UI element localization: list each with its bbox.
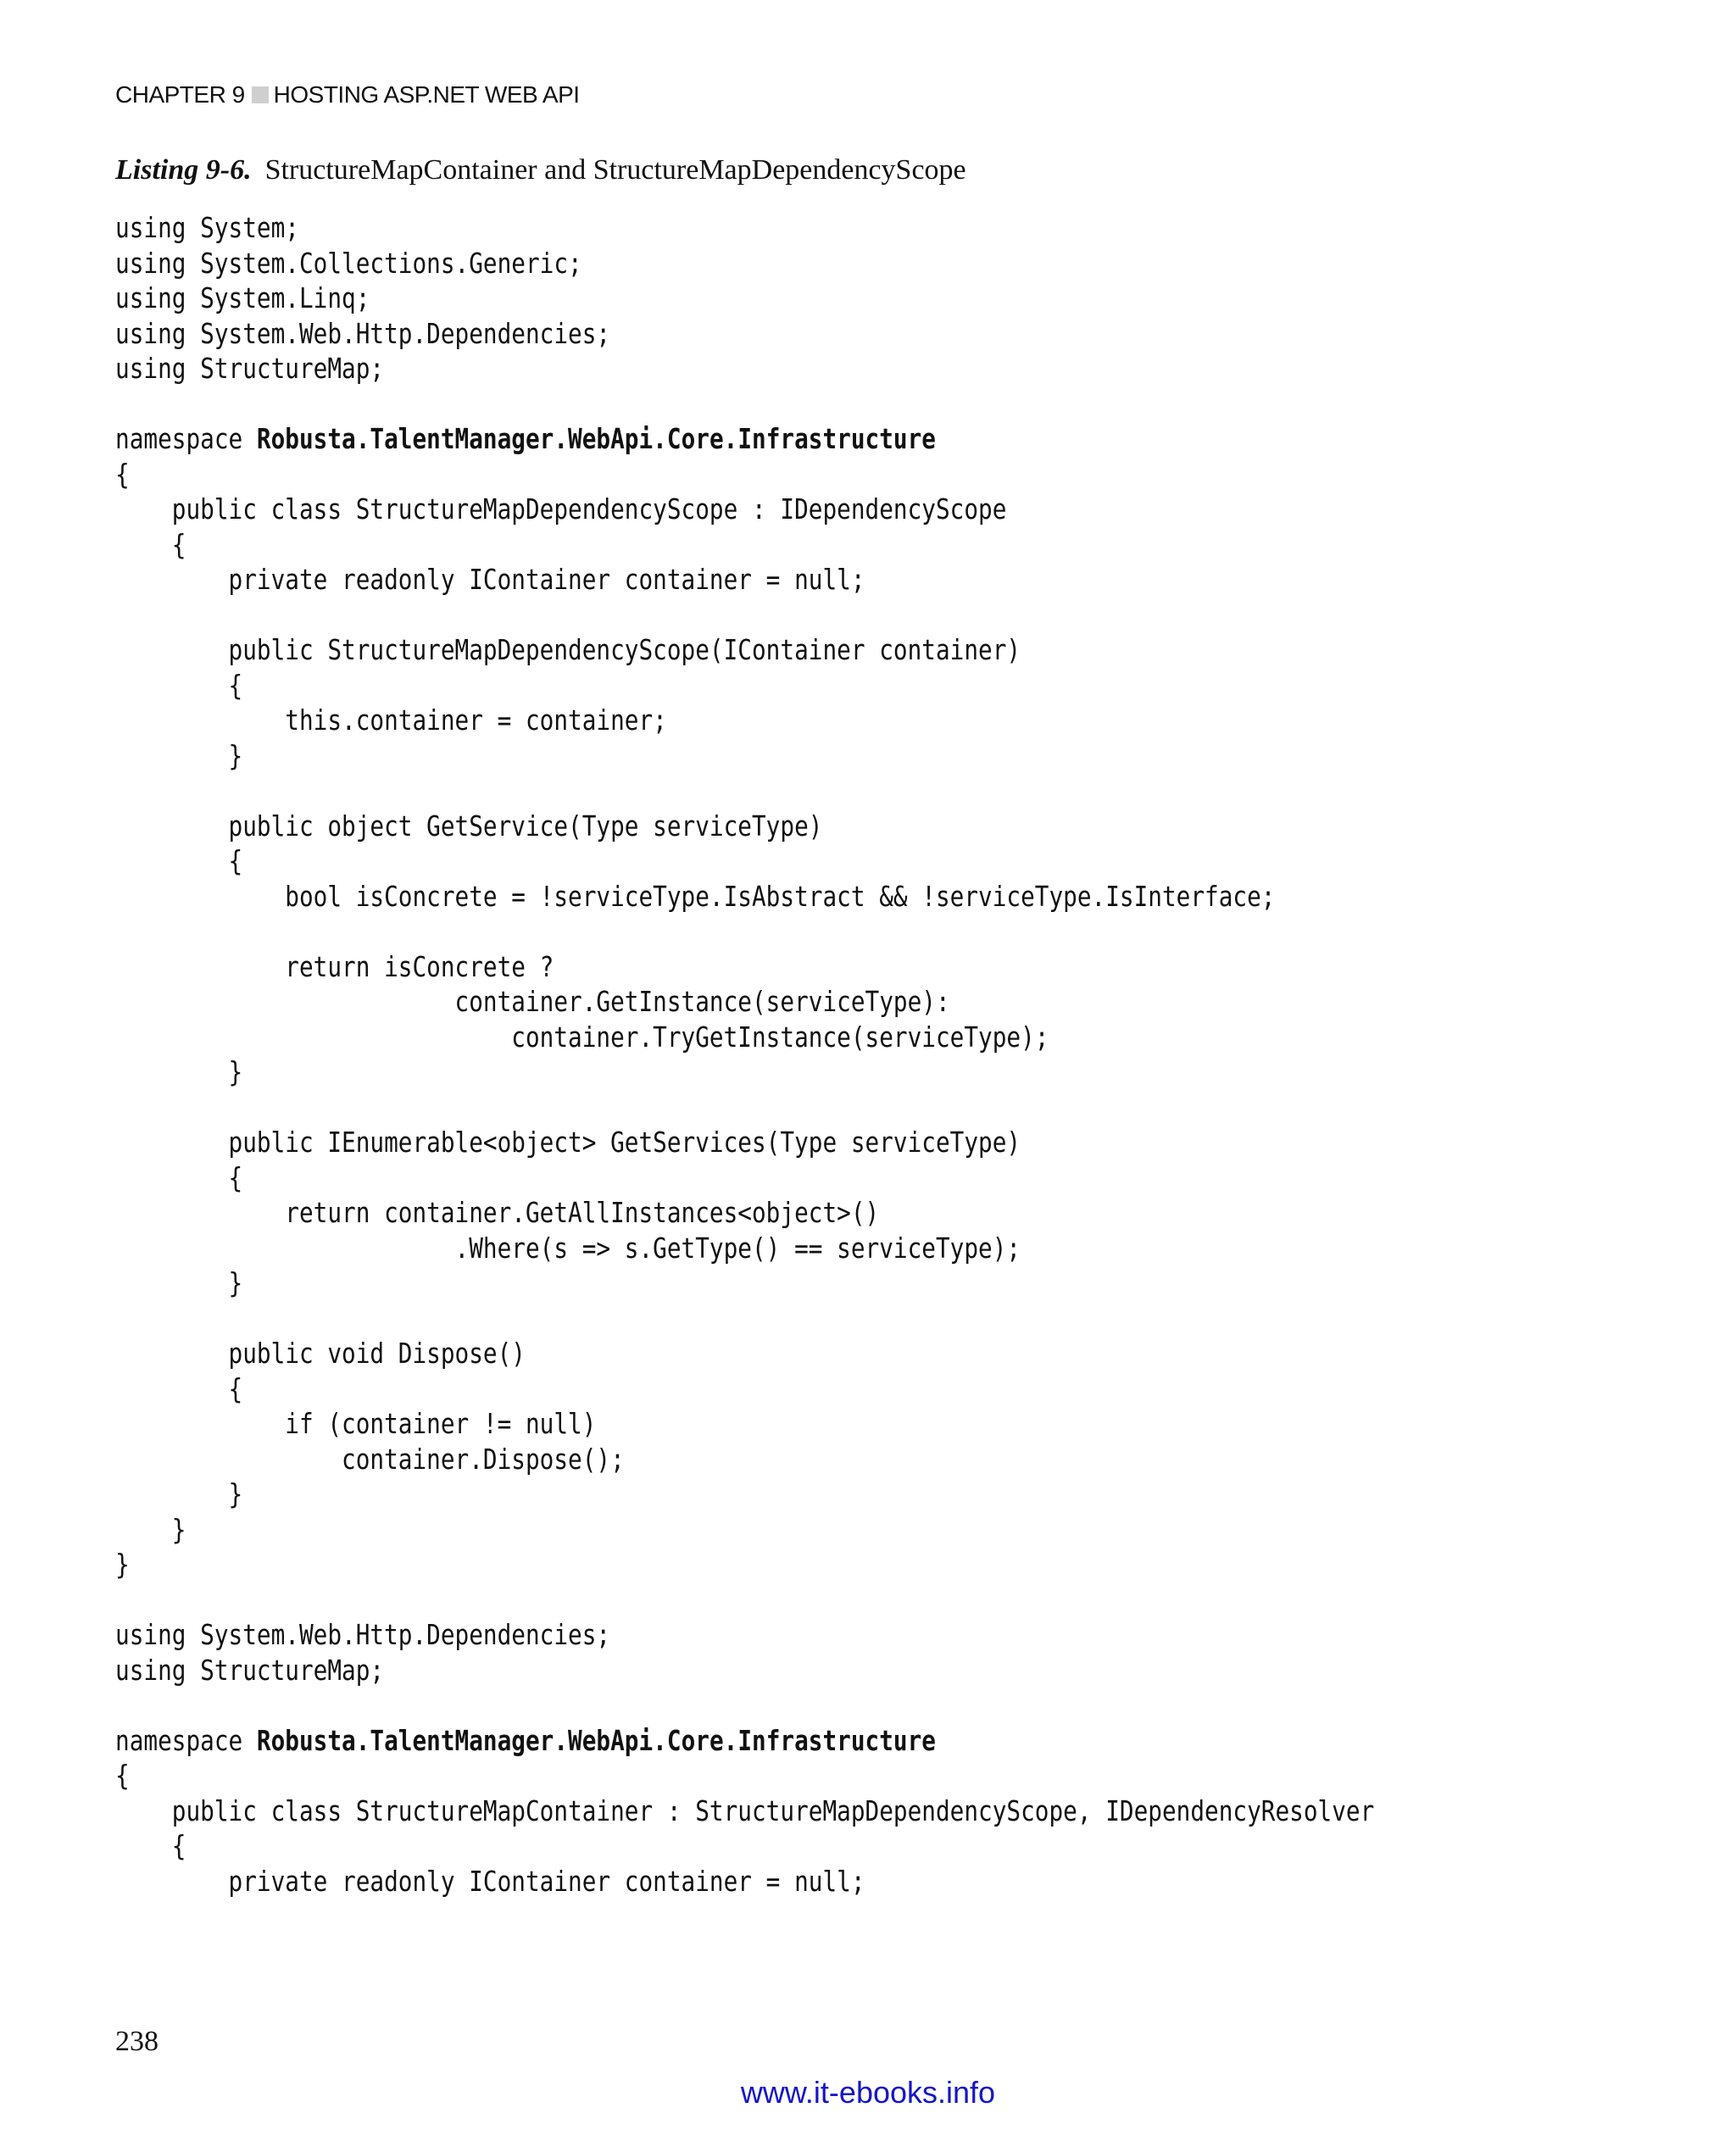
- code-text: }: [115, 1548, 130, 1581]
- code-line: [115, 1371, 1374, 1407]
- code-line: [115, 773, 1374, 809]
- code-line: [115, 914, 1374, 949]
- code-text: {: [115, 1160, 243, 1194]
- footer-website-link[interactable]: www.it-ebooks.info: [740, 2075, 996, 2110]
- code-line: [115, 1125, 1374, 1160]
- code-line: [115, 1864, 1374, 1899]
- code-text: }: [115, 1477, 243, 1510]
- code-line: [115, 527, 1374, 563]
- code-text: }: [115, 1266, 243, 1299]
- code-text: }: [115, 1512, 186, 1546]
- code-line: [115, 1582, 1374, 1618]
- code-text: {: [115, 1829, 186, 1862]
- code-line: [115, 668, 1374, 703]
- code-text: {: [115, 527, 186, 561]
- running-head: [115, 81, 580, 108]
- code-line: [115, 1195, 1374, 1231]
- code-listing: [115, 210, 1374, 1899]
- code-line: [115, 1793, 1374, 1829]
- listing-title: StructureMapContainer and StructureMapDependencyScope: [264, 154, 966, 186]
- code-line: [115, 949, 1374, 985]
- code-text: public StructureMapDependencyScope(IContainer container): [115, 633, 1021, 666]
- code-line: [115, 1406, 1374, 1442]
- code-line: [115, 1476, 1374, 1512]
- code-line: [115, 1336, 1374, 1371]
- code-line: [115, 1828, 1374, 1864]
- code-line: [115, 316, 1374, 352]
- code-line: [115, 1231, 1374, 1266]
- code-line: [115, 1160, 1374, 1196]
- code-line: [115, 1653, 1374, 1688]
- code-text: {: [115, 1371, 243, 1405]
- listing-label: Listing 9-6.: [115, 154, 252, 186]
- code-text: private readonly IContainer container = null;: [115, 1864, 865, 1898]
- code-line: [115, 809, 1374, 844]
- code-text: if (container != null): [115, 1407, 597, 1440]
- code-line: [115, 1688, 1374, 1723]
- code-line: [115, 281, 1374, 316]
- code-text: namespace: [115, 422, 257, 455]
- code-text: public class StructureMapContainer : StructureMapDependencyScope, IDependencyResolver: [115, 1793, 1375, 1827]
- code-text: using System.Linq;: [115, 281, 370, 314]
- code-text: using StructureMap;: [115, 352, 385, 385]
- code-line: [115, 1301, 1374, 1337]
- code-line: [115, 738, 1374, 774]
- code-text: using System.Collections.Generic;: [115, 246, 582, 280]
- code-line: [115, 1054, 1374, 1090]
- listing-caption: [115, 154, 966, 186]
- separator-square-icon: [252, 86, 269, 103]
- code-line: [115, 1442, 1374, 1477]
- code-line: [115, 632, 1374, 668]
- code-text: }: [115, 738, 243, 772]
- code-line: [115, 386, 1374, 422]
- code-text: .Where(s => s.GetType() == serviceType);: [115, 1231, 1021, 1265]
- code-text: private readonly IContainer container = null;: [115, 563, 865, 596]
- code-line: [115, 457, 1374, 492]
- namespace-name: Robusta.TalentManager.WebApi.Core.Infrastructure: [256, 422, 936, 455]
- code-line: [115, 1090, 1374, 1126]
- code-text: container.GetInstance(serviceType):: [115, 985, 950, 1018]
- code-text: public class StructureMapDependencyScope : IDependencyScope: [115, 492, 1007, 526]
- code-text: }: [115, 1055, 243, 1088]
- code-text: public IEnumerable<object> GetServices(Type serviceType): [115, 1126, 1021, 1159]
- code-text: {: [115, 1759, 130, 1792]
- code-line: [115, 1758, 1374, 1793]
- code-line: [115, 1512, 1374, 1548]
- chapter-title: HOSTING ASP.NET WEB API: [273, 81, 580, 108]
- code-text: container.Dispose();: [115, 1442, 625, 1476]
- code-text: container.TryGetInstance(serviceType);: [115, 1020, 1049, 1054]
- code-line: [115, 843, 1374, 879]
- code-text: using System;: [115, 211, 299, 244]
- code-text: return isConcrete ?: [115, 949, 554, 983]
- code-line: [115, 1723, 1374, 1759]
- code-line: [115, 421, 1374, 457]
- code-text: public object GetService(Type serviceType): [115, 809, 823, 842]
- namespace-name: Robusta.TalentManager.WebApi.Core.Infrastructure: [256, 1723, 936, 1757]
- code-text: using System.Web.Http.Dependencies;: [115, 316, 611, 350]
- code-text: public void Dispose(): [115, 1337, 526, 1370]
- code-line: [115, 562, 1374, 598]
- code-text: bool isConcrete = !serviceType.IsAbstract && !serviceType.IsInterface;: [115, 879, 1276, 913]
- code-line: [115, 598, 1374, 633]
- code-text: return container.GetAllInstances<object>(): [115, 1196, 880, 1229]
- code-line: [115, 879, 1374, 915]
- code-line: [115, 492, 1374, 527]
- code-line: [115, 246, 1374, 281]
- code-line: [115, 1020, 1374, 1055]
- page-number: 238: [115, 2026, 159, 2057]
- code-line: [115, 703, 1374, 738]
- code-line: [115, 1265, 1374, 1301]
- code-text: using StructureMap;: [115, 1653, 385, 1687]
- code-line: [115, 984, 1374, 1020]
- code-line: [115, 1547, 1374, 1582]
- code-text: this.container = container;: [115, 703, 667, 737]
- chapter-label: CHAPTER 9: [115, 81, 245, 108]
- code-text: namespace: [115, 1723, 257, 1757]
- code-line: [115, 210, 1374, 246]
- code-line: [115, 351, 1374, 386]
- code-text: {: [115, 668, 243, 702]
- code-text: {: [115, 457, 130, 491]
- code-text: using System.Web.Http.Dependencies;: [115, 1618, 611, 1651]
- code-text: {: [115, 844, 243, 877]
- code-line: [115, 1617, 1374, 1653]
